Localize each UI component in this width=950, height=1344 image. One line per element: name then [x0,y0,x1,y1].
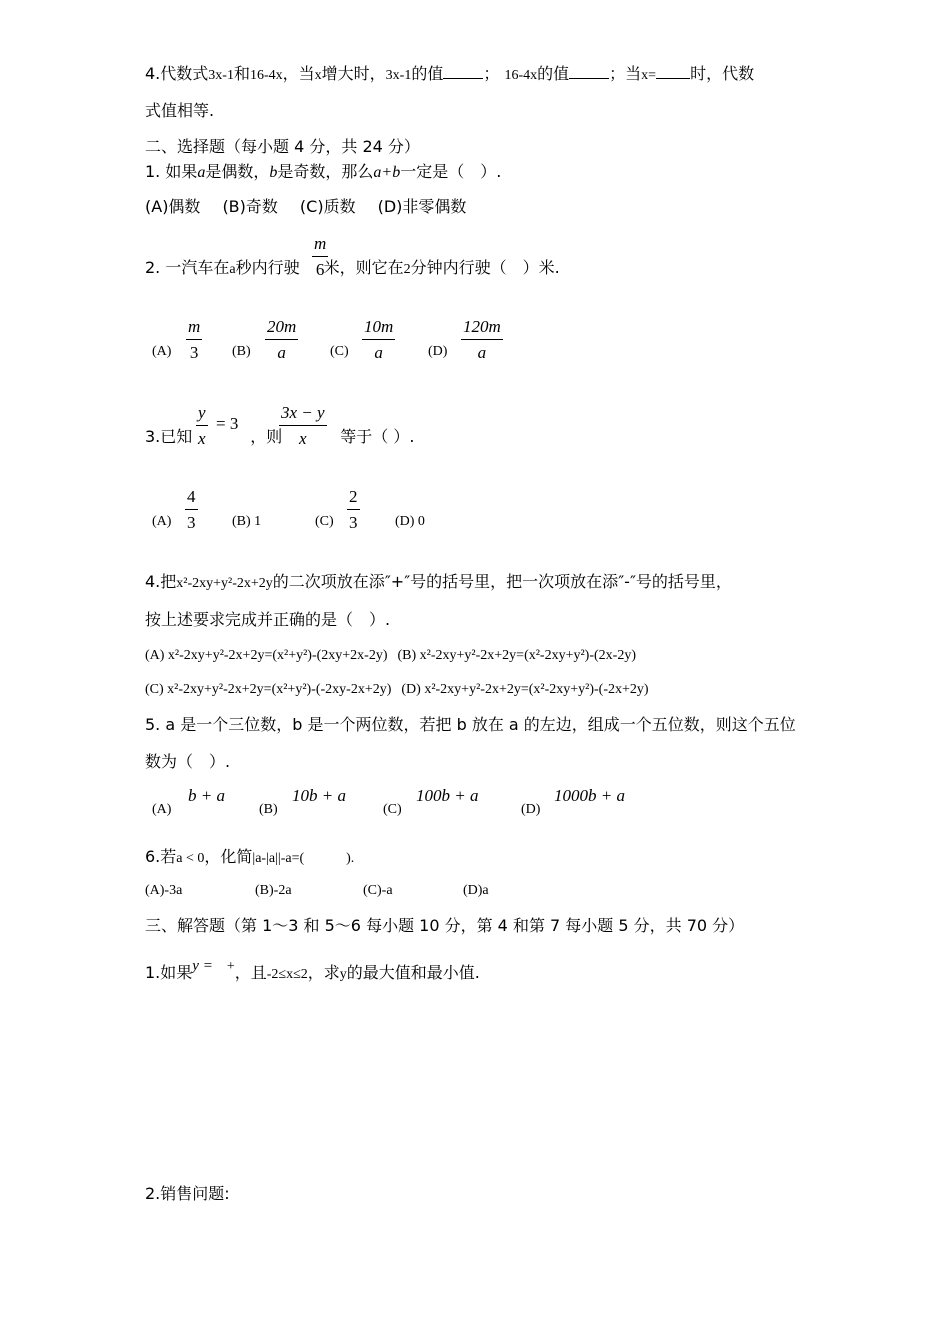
q2-option-c[interactable] [362,317,395,363]
numerator: y [196,403,208,426]
q3-option-a[interactable] [185,487,198,533]
q4-options-row1 [145,646,636,666]
text: 2. 一汽车在 [145,258,230,277]
q1-options [145,197,466,217]
q3-fraction-main [279,403,327,449]
text: 号的括号里，把一次项放在添 [410,572,619,591]
var: y [339,967,347,982]
denominator: 3 [349,513,358,532]
q6-stem [145,847,354,869]
section2-title: 二、选择题（每小题 4 分，共 24 分） [145,137,420,156]
q5-option-d[interactable]: 1000b + a [554,786,625,805]
text: 1.如果 [145,963,193,982]
var: y = [192,958,213,974]
denominator: x [198,429,206,448]
q2-label-c[interactable]: (C) [330,344,349,359]
text: 4.把 [145,572,177,591]
q1-stem [145,162,501,183]
text: 和 [233,64,250,83]
var: a [197,164,206,181]
expr: 16-4x [504,68,538,83]
denominator: 3 [189,343,199,362]
text: 等于（ ）. [340,427,415,446]
q3-label-a[interactable]: (A) [152,514,172,529]
text: 一定是（ ）. [400,162,502,181]
answer-blank[interactable] [443,64,483,79]
denominator: 6 [315,260,325,279]
var: a+b [373,164,401,181]
denominator: a [374,343,383,362]
text: 是奇数，那么 [277,162,374,181]
answer-blank[interactable] [656,64,690,79]
fill-q4-line1 [145,64,754,86]
q5-label-b[interactable]: (B) [259,802,278,817]
option-b[interactable]: (B) x²-2xy+y²-2x+2y=(x²-2xy+y²)-(2x-2y) [397,648,636,663]
expr: |a-|a||-a=( ). [252,851,355,866]
option-d[interactable]: (D) x²-2xy+y²-2x+2y=(x²-2xy+y²)-(-2x+2y) [401,682,649,697]
q6-option-b[interactable]: (B)-2a [255,883,292,898]
q2-option-a[interactable] [186,317,202,363]
q5-stem-line1: 5. a 是一个三位数，b 是一个两位数，若把 b 放在 a 的左边，组成一个五位数，则这个五位 [145,715,796,734]
expr: x²-2xy+y²-2x+2y [176,576,273,591]
q6-option-d[interactable]: (D)a [463,883,489,898]
text: 时，代数 [690,64,755,83]
numerator: 10m [362,317,395,340]
text: 增大时， [321,64,386,83]
numerator: 2 [347,487,360,510]
text: ；当 [609,64,642,83]
option-b[interactable]: (B)奇数 [222,197,278,216]
q6-option-c[interactable]: (C)-a [363,883,393,898]
text: 号的括号里， [635,572,732,591]
text: 秒内行驶 [235,258,300,277]
expr: x [314,68,322,83]
text: 的值 [411,64,444,83]
q5-option-c[interactable]: 100b + a [416,786,479,805]
text: ″+″ [384,572,411,591]
numerator: 20m [265,317,298,340]
q5-stem-line2: 数为（ ）. [145,752,231,771]
answer-blank[interactable] [569,64,609,79]
q6-option-a[interactable]: (A)-3a [145,883,183,898]
expr: 16-4x [249,68,283,83]
numerator: 3x − y [279,403,327,426]
q5-option-b[interactable]: 10b + a [292,786,346,805]
q3-option-c[interactable] [347,487,360,533]
q2-label-a[interactable]: (A) [152,344,172,359]
option-a[interactable]: (A)偶数 [145,197,201,216]
q4-options-row2 [145,680,649,700]
text: 6.若 [145,847,177,866]
q3-option-d[interactable]: (D) 0 [395,514,425,529]
q2-label-b[interactable]: (B) [232,344,251,359]
option-c[interactable]: (C)质数 [299,197,356,216]
var: a [229,262,236,277]
q5-label-d[interactable]: (D) [521,802,541,817]
q2-stem [145,258,560,280]
expr: 3x-1 [208,68,234,83]
expr: -2≤x≤2 [266,967,308,982]
s2-title: 2.销售问题: [145,1184,230,1203]
expr: 3x-1 [385,68,412,83]
var: 2 [403,262,411,277]
denominator: x [299,429,307,448]
denominator: a [277,343,286,362]
q3-fraction-yx [196,403,208,449]
text: 3.已知 [145,427,193,446]
text: 是偶数， [205,162,270,181]
text: 的值 [537,64,570,83]
q3-option-b[interactable]: (B) 1 [232,514,262,529]
var: b [269,164,278,181]
numerator: 120m [461,317,503,340]
q5-label-c[interactable]: (C) [383,802,402,817]
text: 1. 如果 [145,162,198,181]
denominator: a [477,343,487,362]
text: 分钟内行驶（ ）米. [410,258,560,277]
q2-label-d[interactable]: (D) [428,344,448,359]
expr: a < 0 [176,851,205,866]
q3-equals: = 3 [216,414,239,433]
q4-stem-line2: 按上述要求完成并正确的是（ ）. [145,610,391,629]
text: ″-″ [618,572,636,591]
text: 的最大值和最小值. [346,963,480,982]
denominator: 3 [187,513,196,532]
numerator: m [186,317,202,340]
text: 4.代数式 [145,64,209,83]
option-c[interactable]: (C) x²-2xy+y²-2x+2y=(x²+y²)-(-2xy-2x+2y) [145,682,392,697]
fill-q4-line2: 式值相等. [145,101,215,120]
text: 米，则它在 [323,258,404,277]
text: ，则 [250,427,283,446]
q5-option-a[interactable]: b + a [188,786,225,805]
expr: x= [641,68,657,83]
text: ，求 [307,963,340,982]
numerator: 4 [185,487,198,510]
text: ； [483,64,500,83]
plus: + [226,959,235,974]
text: ，当 [282,64,315,83]
q2-fraction [312,234,328,280]
option-d[interactable]: (D)非零偶数 [377,197,467,216]
option-a[interactable]: (A) x²-2xy+y²-2x+2y=(x²+y²)-(2xy+2x-2y) [145,648,388,663]
numerator: m [312,234,328,257]
q2-option-d[interactable] [461,317,503,363]
q5-label-a[interactable]: (A) [152,802,172,817]
text: ，且 [234,963,267,982]
s1-stem [145,958,480,985]
section3-title: 三、解答题（第 1～3 和 5～6 每小题 10 分，第 4 和第 7 每小题 5 分，共 70 分） [145,916,745,935]
text: ，化简 [204,847,253,866]
text: 的二次项放在添 [272,572,385,591]
q2-option-b[interactable] [265,317,298,363]
q3-label-c[interactable]: (C) [315,514,334,529]
q4-stem-line1 [145,572,732,594]
